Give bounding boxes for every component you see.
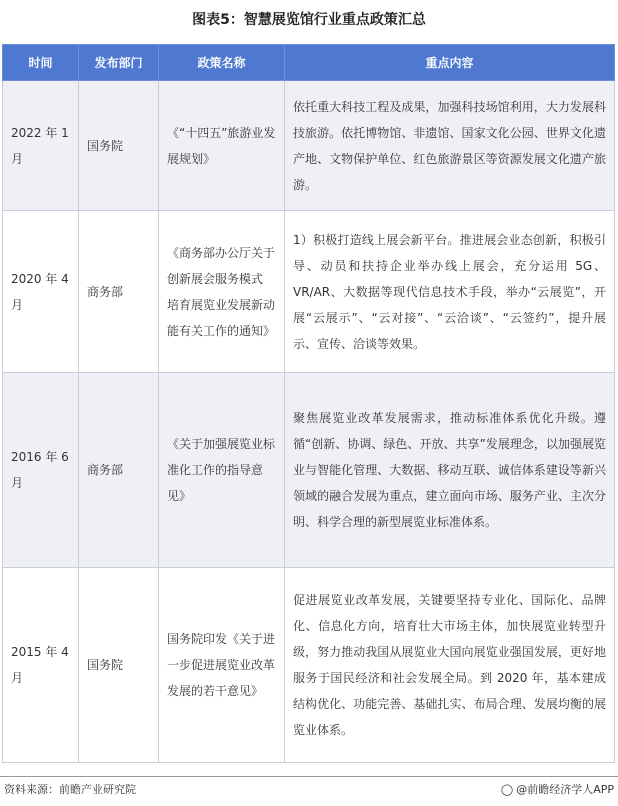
page-title: 图表5：智慧展览馆行业重点政策汇总 [192, 12, 426, 28]
source-note: 资料来源：前瞻产业研究院 [4, 783, 136, 796]
column-header-key-content: 重点内容 [285, 45, 615, 81]
cell-key-content: 促进展览业改革发展，关键要坚持专业化、国际化、品牌化、信息化方向，培育壮大市场主体，加快展览业转型升级，努力推动我国从展览业大国向展览业强国发展，更好地服务于国民经济和社会发展全局。到 2020 年，基本建成结构优化、功能完善、基础扎实、布局合理、发展均衡的展览业体系。 [285, 568, 615, 763]
table-row [3, 568, 615, 763]
column-header-policy-name: 政策名称 [159, 45, 285, 81]
table-row [3, 211, 615, 373]
cell-time: 2016 年 6 月 [3, 373, 79, 568]
cell-policy-name: 《商务部办公厅关于创新展会服务模式 培育展览业发展新动能有关工作的通知》 [159, 211, 285, 373]
table-header-row [3, 45, 615, 81]
cell-key-content: 聚焦展览业改革发展需求，推动标准体系优化升级。遵循“创新、协调、绿色、开放、共享”发展理念，以加强展览业与智能化管理、大数据、移动互联、诚信体系建设等新兴领域的融合发展为重点，建立面向市场、服务产业、主次分明、科学合理的新型展览业标准体系。 [285, 373, 615, 568]
cell-department: 国务院 [79, 81, 159, 211]
cell-time: 2020 年 4 月 [3, 211, 79, 373]
cell-policy-name: 国务院印发《关于进一步促进展览业改革发展的若干意见》 [159, 568, 285, 763]
cell-department: 商务部 [79, 211, 159, 373]
cell-key-content: 依托重大科技工程及成果，加强科技场馆利用，大力发展科技旅游。依托博物馆、非遗馆、国家文化公园、世界文化遗产地、文物保护单位、红色旅游景区等资源发展文化遗产旅游。 [285, 81, 615, 211]
cell-policy-name: 《“十四五”旅游业发展规划》 [159, 81, 285, 211]
cell-key-content: 1）积极打造线上展会新平台。推进展会业态创新，积极引导、动员和扶持企业举办线上展会，充分运用 5G、VR/AR、大数据等现代信息技术手段，举办“云展览”，开展“云展示”、“云对接”、“云洽谈”、“云签约”，提升展示、宣传、洽谈等效果。 [285, 211, 615, 373]
cell-time: 2022 年 1 月 [3, 81, 79, 211]
column-header-time: 时间 [3, 45, 79, 81]
footer [0, 776, 618, 799]
table-row [3, 373, 615, 568]
brand-label: @前瞻经济学人APP [516, 783, 614, 796]
cell-department: 国务院 [79, 568, 159, 763]
cell-policy-name: 《关于加强展览业标准化工作的指导意见》 [159, 373, 285, 568]
brand-credit [501, 781, 614, 797]
cell-time: 2015 年 4 月 [3, 568, 79, 763]
camera-icon: ◯ [500, 783, 514, 796]
policy-table [2, 44, 615, 763]
table-row [3, 81, 615, 211]
cell-department: 商务部 [79, 373, 159, 568]
column-header-department: 发布部门 [79, 45, 159, 81]
